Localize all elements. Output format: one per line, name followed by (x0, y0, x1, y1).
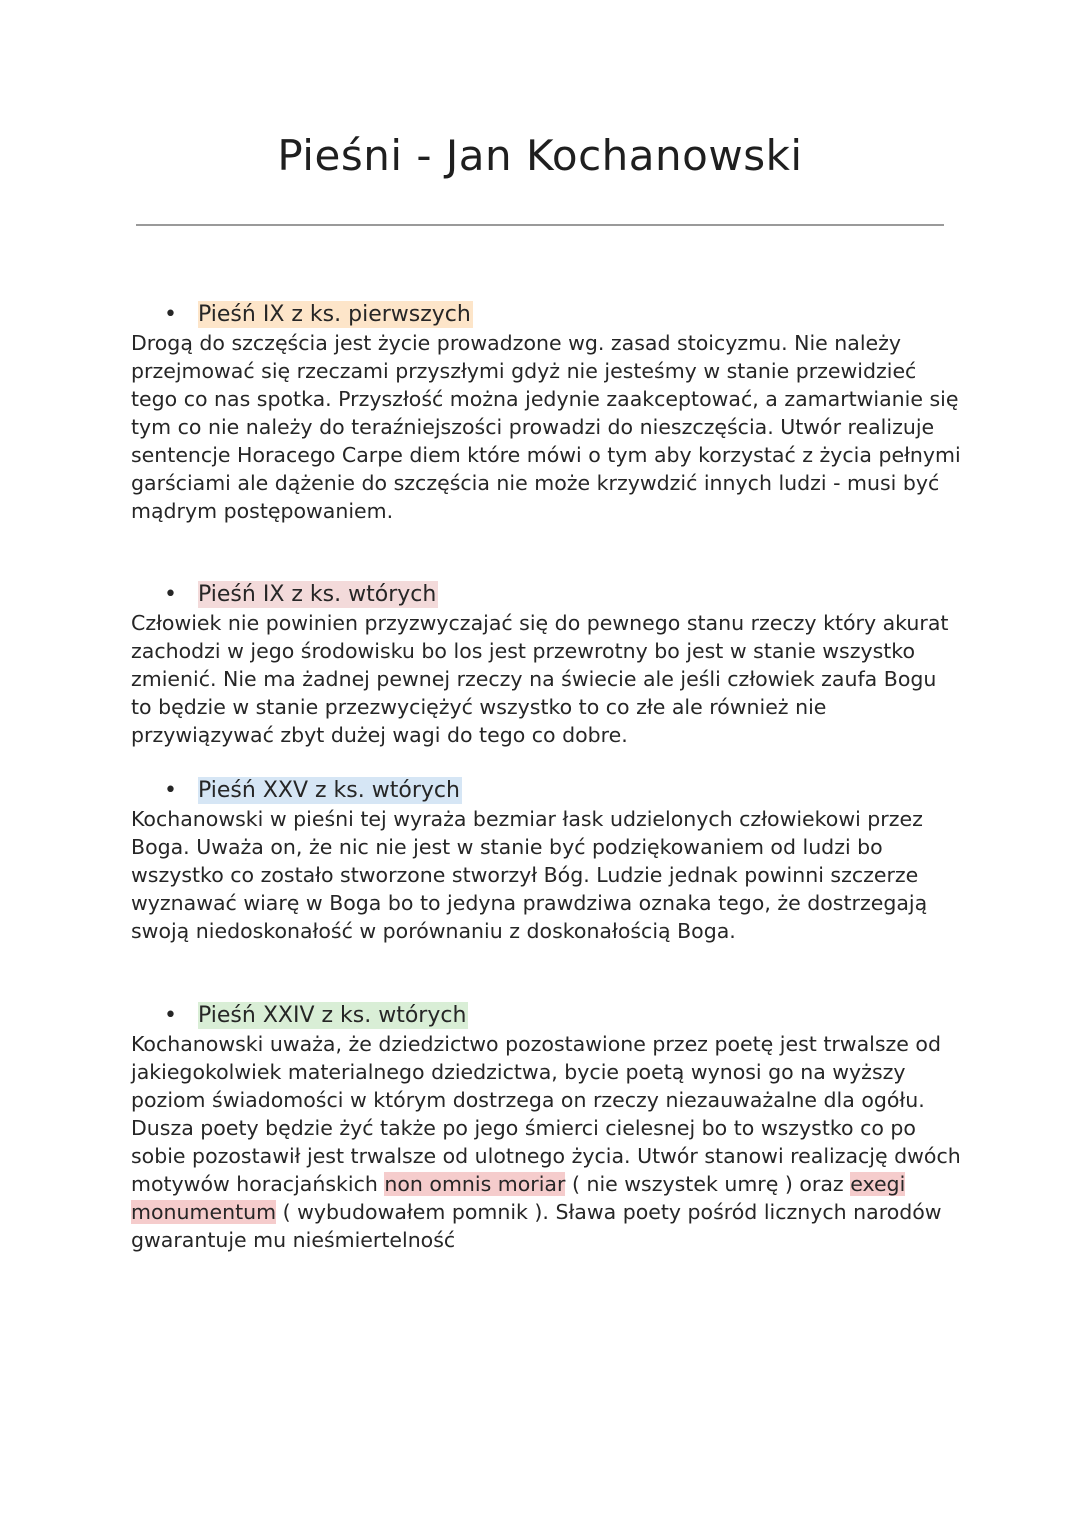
section-body: Drogą do szczęścia jest życie prowadzone wg. zasad stoicyzmu. Nie należy przejmować się rzeczami przyszłymi gdyż nie jesteśmy w stanie przewidzieć tego co nas spotka. Przyszłość można jedynie zaakceptować, a zamartwianie się tym co nie należy do teraźniejszości prowadzi do nieszczęścia. Utwór realizuje sentencje Horacego Carpe diem które mówi o tym aby korzystać z życia pełnymi garściami ale dążenie do szczęścia nie może krzywdzić innych ludzi - musi być mądrym postępowaniem. (131, 331, 961, 523)
section-piesn-ix-pierwszych (131, 301, 961, 525)
section-heading (164, 301, 961, 329)
section-body: Kochanowski w pieśni tej wyraża bezmiar łask udzielonych człowiekowi przez Boga. Uważa on, że nic nie jest w stanie być podziękowaniem od ludzi bo wszystko co zostało stworzone stworzył Bóg. Ludzie jednak powinni szczerze wyznawać wiarę w Boga bo to jedyna prawdziwa oznaka tego, że dostrzegają swoją niedoskonałość w porównaniu z doskonałością Boga. (131, 807, 928, 943)
section-heading (164, 581, 961, 609)
heading-text: Pieśń XXV z ks. wtórych (198, 778, 460, 803)
bullet-icon: • (164, 778, 177, 803)
title-divider (136, 224, 944, 226)
section-heading (164, 1002, 961, 1030)
section-piesn-ix-wtorych (131, 581, 961, 749)
bullet-icon: • (164, 582, 177, 607)
bullet-icon: • (164, 302, 177, 327)
page-title: Pieśni - Jan Kochanowski (277, 131, 803, 180)
body-text-part: Kochanowski uważa, że dziedzictwo pozostawione przez poetę jest trwalsze od jakiegokolwiek materialnego dziedzictwa, bycie poetą wynosi go na wyższy poziom świadomości w którym dostrzega on rzeczy niezauważalne dla ogółu. Dusza poety będzie żyć także po jego śmierci cielesnej bo to wszystko co po sobie pozostawił jest trwalsze od ulotnego życia. Utwór stanowi realizację dwóch motywów horacjańskich (131, 1032, 961, 1196)
heading-text: Pieśń IX z ks. wtórych (198, 582, 437, 607)
latin-term-non-omnis-moriar: non omnis moriar (384, 1172, 566, 1196)
heading-text: Pieśń IX z ks. pierwszych (198, 302, 471, 327)
section-body: Człowiek nie powinien przyzwyczajać się do pewnego stanu rzeczy który akurat zachodzi w jego środowisku bo los jest przewrotny bo jest w stanie wszystko zmienić. Nie ma żadnej pewnej rzeczy na świecie ale jeśli człowiek zaufa Bogu to będzie w stanie przezwyciężyć wszystko to co złe ale również nie przywiązywać zbyt dużej wagi do tego co dobre. (131, 611, 949, 747)
heading-text: Pieśń XXIV z ks. wtórych (198, 1003, 467, 1028)
body-text-part: ( wybudowałem pomnik ). Sława poety pośród licznych narodów gwarantuje mu nieśmiertelność (131, 1200, 942, 1252)
section-heading (164, 777, 961, 805)
section-body (131, 1030, 961, 1254)
latin-term-exegi-monumentum: exegi monumentum (131, 1172, 906, 1224)
bullet-icon: • (164, 1003, 177, 1028)
section-piesn-xxv-wtorych (131, 777, 961, 945)
body-text-part: ( nie wszystek umrę ) oraz (565, 1172, 851, 1196)
section-piesn-xxiv-wtorych (131, 1002, 961, 1254)
